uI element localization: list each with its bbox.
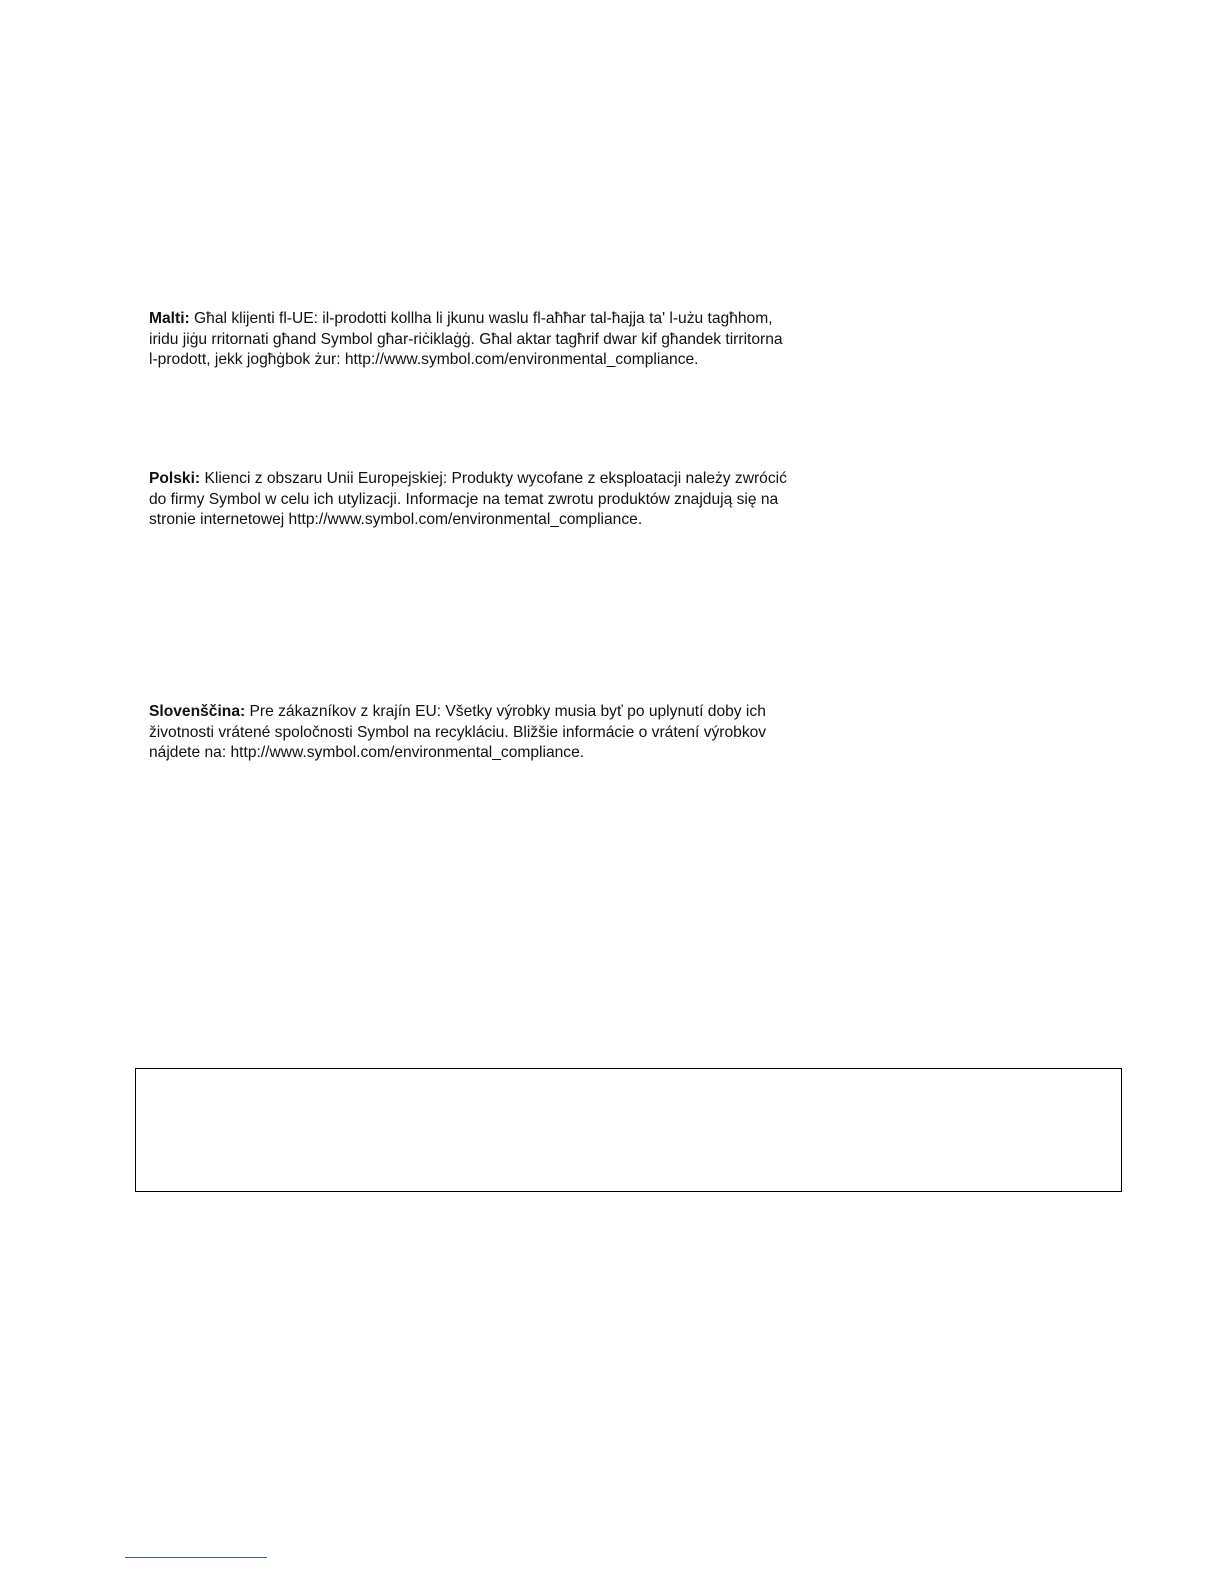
notice-malti [149,309,849,371]
notice-text: Klienci z obszaru Unii Europejskiej: Produkty wycofane z eksploatacji należy zwrócić [200,470,787,487]
empty-bordered-box [135,1068,1122,1192]
notice-slovencina [149,702,849,764]
notice-line [149,469,849,490]
notice-line: do firmy Symbol w celu ich utylizacji. Informacje na temat zwrotu produktów znajdują się na [149,490,779,508]
language-label: Slovenščina: [149,703,246,720]
notice-text: Pre zákazníkov z krajín EU: Všetky výrobky musia byť po uplynutí doby ich [245,703,766,720]
notice-line: stronie internetowej http://www.symbol.com/environmental_compliance. [149,511,643,529]
notice-line [149,702,849,723]
language-label: Malti: [149,310,190,327]
notice-line: nájdete na: http://www.symbol.com/environmental_compliance. [149,744,585,762]
notice-line: iridu jiġu rritornati għand Symbol għar-riċiklaġġ. Għal aktar tagħrif dwar kif għandek tirritorna [149,330,783,348]
notice-text: Għal klijenti fl-UE: il-prodotti kollha li jkunu waslu fl-aħħar tal-ħajja ta' l-użu tagħhom, [189,310,773,327]
language-label: Polski: [149,470,201,487]
notice-polski [149,469,849,531]
notice-line: životnosti vrátené spoločnosti Symbol na recykláciu. Bližšie informácie o vrátení výrobkov [149,723,767,741]
notice-line: l-prodott, jekk jogħġbok żur: http://www.symbol.com/environmental_compliance. [149,351,699,369]
footnote-separator-line [125,1557,267,1558]
notice-line [149,309,849,330]
